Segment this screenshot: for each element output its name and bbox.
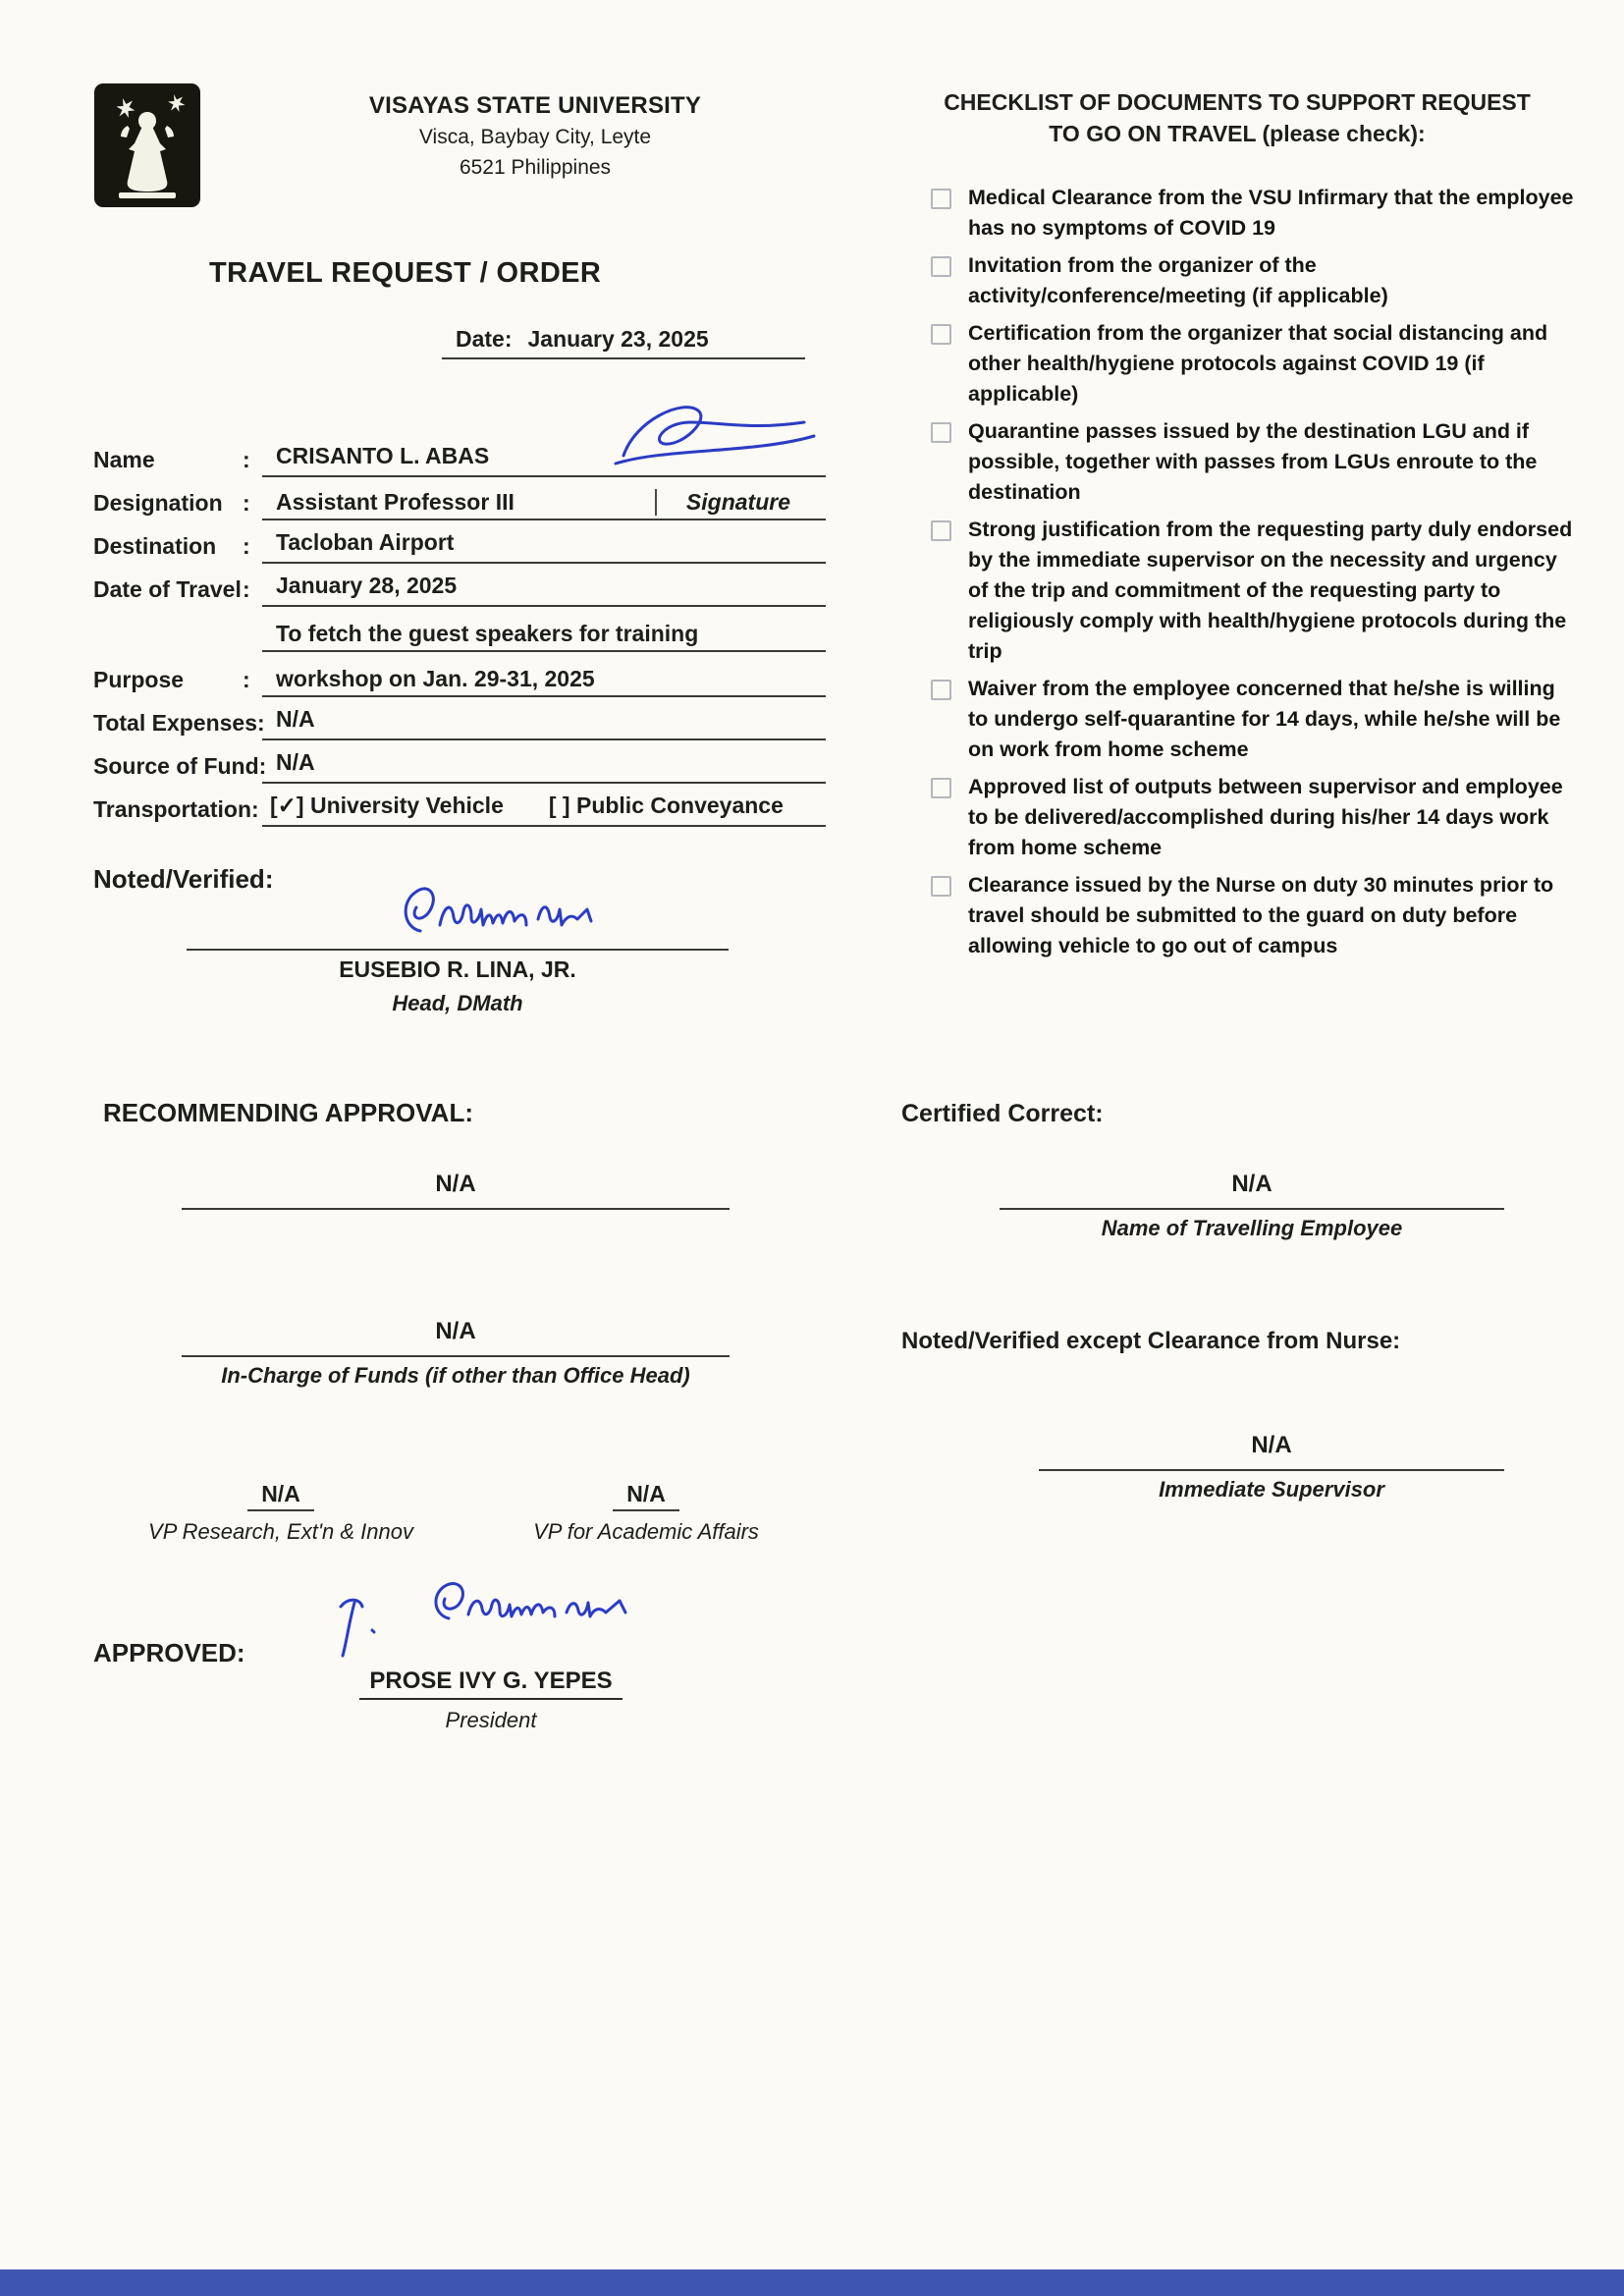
in-charge-of-funds-block (182, 1318, 730, 1389)
checkbox-icon (931, 680, 951, 700)
vp-research-block (98, 1481, 463, 1545)
university-address-line1: Visca, Baybay City, Leyte (418, 126, 652, 149)
handwritten-signature-icon (604, 391, 830, 489)
immediate-supervisor-block (1039, 1432, 1504, 1503)
vp-research-caption: VP Research, Ext'n & Innov (148, 1519, 413, 1544)
approved-label: APPROVED: (93, 1638, 245, 1667)
destination-colon: : (243, 533, 250, 559)
noted-except-label: Noted/Verified except Clearance from Nurse: (901, 1328, 1401, 1354)
immediate-supervisor-value: N/A (1039, 1432, 1504, 1471)
noted-verified-signatory (187, 949, 729, 1016)
university-name: VISAYAS STATE UNIVERSITY (368, 92, 702, 119)
checklist (931, 183, 1574, 968)
checklist-item-text: Certification from the organizer that social distancing and other health/hygiene protocols against COVID 19 (if applicable) (968, 321, 1548, 406)
source-of-fund-value: N/A (262, 749, 826, 784)
vp-approvals-row (98, 1481, 833, 1545)
total-expenses-label: Total Expenses: (93, 710, 265, 736)
checklist-item-text: Clearance issued by the Nurse on duty 30 minutes prior to travel should be submitted to the guard on duty before allowing vehicle to go out of campus (968, 873, 1554, 957)
checklist-item-text: Strong justification from the requesting party duly endorsed by the immediate supervisor on the necessity and urgency of the trip and commitment of the requesting party to religiously comply with health/hygiene protocols during the trip (968, 518, 1573, 663)
source-of-fund-label: Source of Fund: (93, 753, 267, 779)
checklist-item (931, 416, 1574, 508)
university-seal-icon (93, 82, 201, 208)
form-title: TRAVEL REQUEST / ORDER (209, 257, 602, 289)
transportation-option-public-conveyance: [ ] Public Conveyance (548, 793, 784, 818)
noted-verified-title: Head, DMath (392, 991, 523, 1015)
recommending-na-line1: N/A (182, 1171, 730, 1210)
date-of-travel-value: January 28, 2025 (262, 573, 826, 607)
vp-academic-value: N/A (613, 1481, 679, 1511)
transportation-label: Transportation: (93, 796, 259, 822)
handwritten-signature-icon (319, 1569, 658, 1667)
total-expenses-value: N/A (262, 706, 826, 740)
field-row-date-of-travel (93, 564, 826, 607)
approved-signatory (344, 1667, 638, 1733)
vp-academic-caption: VP for Academic Affairs (533, 1519, 759, 1544)
certified-correct-value: N/A (1000, 1171, 1504, 1210)
approved-title: President (445, 1708, 537, 1732)
university-address-line2: 6521 Philippines (459, 155, 612, 179)
checkbox-icon (931, 876, 951, 897)
purpose-label: Purpose (93, 667, 185, 692)
immediate-supervisor-caption: Immediate Supervisor (1159, 1477, 1384, 1502)
date-of-travel-colon: : (243, 576, 250, 602)
checklist-title-line1: CHECKLIST OF DOCUMENTS TO SUPPORT REQUEST (944, 89, 1531, 115)
university-logo (93, 82, 201, 213)
purpose-colon: : (243, 667, 250, 692)
purpose-value-line1: To fetch the guest speakers for training (262, 607, 826, 652)
checklist-item (931, 318, 1574, 410)
university-header (231, 90, 839, 182)
date-label: Date: (456, 326, 513, 352)
noted-verified-label: Noted/Verified: (93, 864, 274, 894)
checkbox-icon (931, 256, 951, 277)
signature-abas (604, 391, 830, 494)
checklist-item-text: Approved list of outputs between supervisor and employee to be delivered/accomplished during his/her 14 days work from home scheme (968, 775, 1563, 859)
designation-colon: : (243, 490, 250, 516)
field-row-total-expenses (93, 697, 826, 740)
date-of-travel-label: Date of Travel (93, 576, 242, 602)
certified-correct-label: Certified Correct: (901, 1100, 1104, 1127)
date-field (442, 326, 805, 359)
checkbox-icon (931, 422, 951, 443)
checklist-item-text: Quarantine passes issued by the destination LGU and if possible, together with passes from LGUs enroute to the destination (968, 419, 1538, 504)
checkbox-icon (931, 520, 951, 541)
scan-edge-bar (0, 2269, 1624, 2296)
checklist-item (931, 250, 1574, 311)
recommending-na-line2: N/A (182, 1318, 730, 1357)
field-row-purpose (93, 607, 826, 697)
handwritten-signature-icon (393, 872, 604, 953)
checklist-item-text: Medical Clearance from the VSU Infirmary that the employee has no symptoms of COVID 19 (968, 186, 1574, 240)
date-value: January 23, 2025 (527, 326, 709, 352)
in-charge-of-funds-caption: In-Charge of Funds (if other than Office Head) (221, 1363, 690, 1388)
name-colon: : (243, 447, 250, 472)
vp-research-value: N/A (247, 1481, 314, 1511)
checklist-item (931, 870, 1574, 961)
certified-correct-caption: Name of Travelling Employee (1101, 1216, 1403, 1240)
checklist-item (931, 515, 1574, 667)
field-row-source-of-fund (93, 740, 826, 784)
vp-academic-block (463, 1481, 829, 1545)
destination-value: Tacloban Airport (262, 529, 826, 564)
checklist-header (898, 86, 1576, 149)
checkbox-icon (931, 324, 951, 345)
checklist-item (931, 674, 1574, 765)
field-row-transportation (93, 784, 826, 827)
checklist-title-line2: TO GO ON TRAVEL (please check): (1049, 121, 1426, 147)
checkbox-icon (931, 778, 951, 798)
transportation-option-university-vehicle: [✓] University Vehicle (270, 793, 504, 818)
checklist-item-text: Invitation from the organizer of the activity/conference/meeting (if applicable) (968, 253, 1388, 307)
purpose-value-line2: workshop on Jan. 29-31, 2025 (262, 652, 826, 697)
signature-yepes (319, 1569, 658, 1672)
name-value: CRISANTO L. ABAS (262, 443, 826, 477)
certified-correct-block (1000, 1171, 1504, 1241)
checklist-item-text: Waiver from the employee concerned that he/she is willing to undergo self-quarantine for 14 days, while he/she will be on work from home scheme (968, 677, 1561, 761)
noted-verified-name: EUSEBIO R. LINA, JR. (339, 957, 576, 982)
designation-label: Designation (93, 490, 223, 516)
signature-lina (393, 872, 604, 957)
destination-label: Destination (93, 533, 217, 559)
approved-name: PROSE IVY G. YEPES (359, 1667, 622, 1700)
field-row-destination (93, 520, 826, 564)
checklist-item (931, 772, 1574, 863)
checkbox-icon (931, 189, 951, 209)
recommending-approval-label: RECOMMENDING APPROVAL: (103, 1098, 473, 1127)
designation-value: Assistant Professor III (276, 489, 514, 515)
signature-caption: Signature (655, 489, 824, 516)
name-label: Name (93, 447, 155, 472)
signature-line (187, 949, 729, 951)
checklist-item (931, 183, 1574, 244)
